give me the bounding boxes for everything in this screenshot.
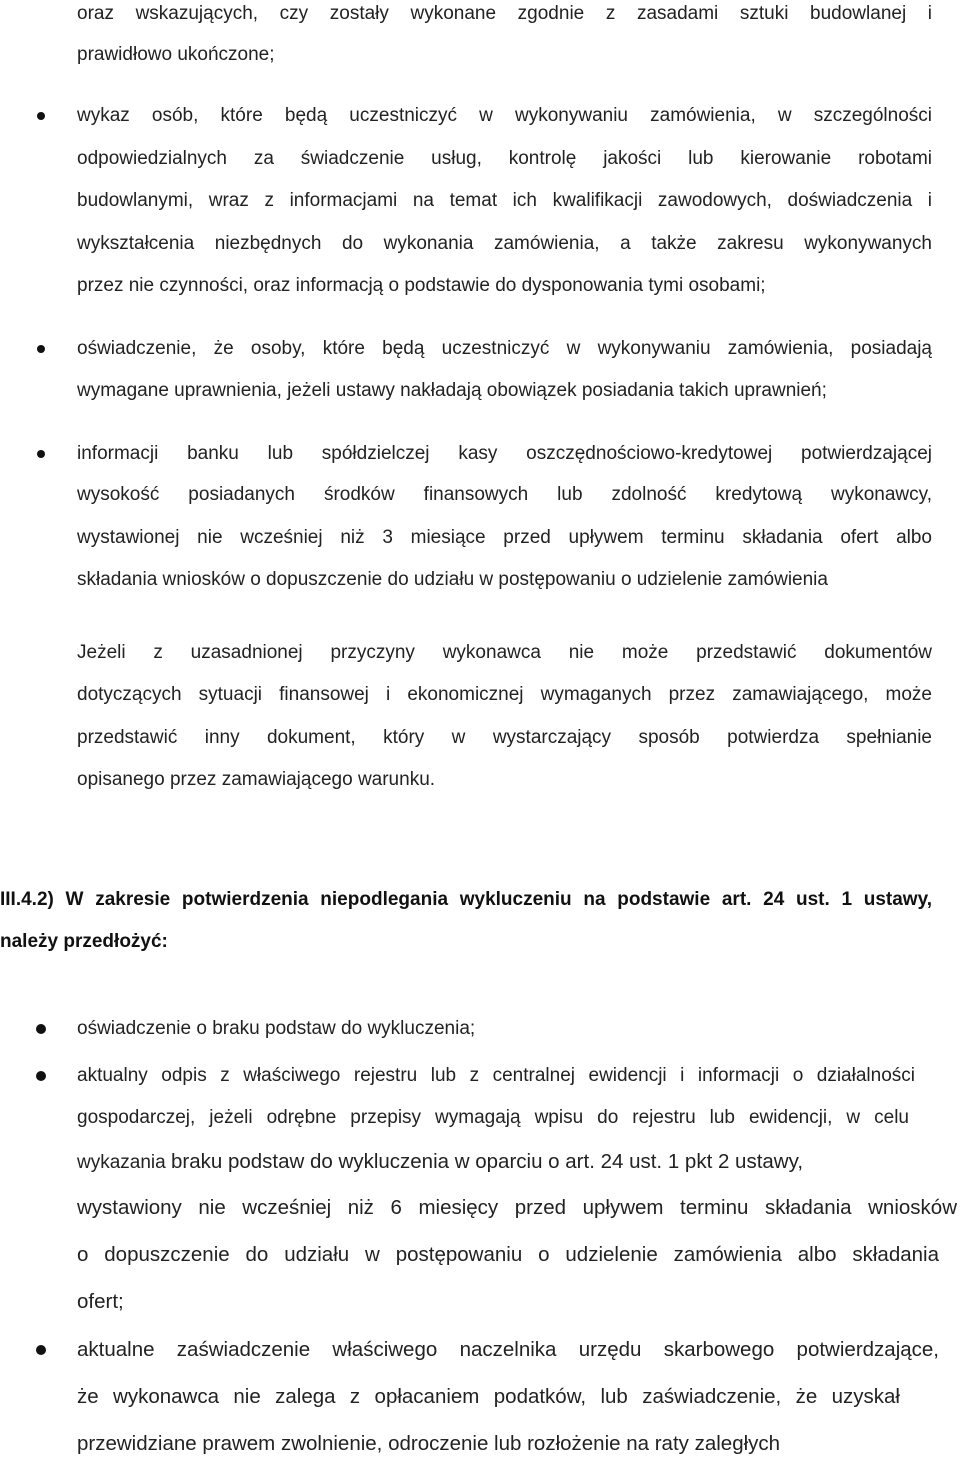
list-item-line: informacji banku lub spółdzielczej kasy oszczędnościowo-kredytowej potwierdzającej (77, 443, 932, 464)
list-item-line: oświadczenie, że osoby, które będą uczestniczyć w wykonywaniu zamówienia, posiadają (77, 338, 932, 359)
text-segment: wykazania (77, 1152, 166, 1173)
list-item-line: odpowiedzialnych za świadczenie usług, kontrolę jakości lub kierowanie robotami (77, 148, 932, 169)
list-item-line: składania wniosków o dopuszczenie do udziału w postępowaniu o udzielenie zamówienia (77, 569, 828, 590)
list-item-line: aktualne zaświadczenie właściwego naczelnika urzędu skarbowego potwierdzające, (77, 1338, 939, 1361)
list-item-line: ofert; (77, 1290, 124, 1313)
paragraph-line: przedstawić inny dokument, który w wystarczający sposób potwierdza spełnianie (77, 727, 932, 748)
paragraph-line: opisanego przez zamawiającego warunku. (77, 769, 436, 790)
list-item-line: oświadczenie o braku podstaw do wykluczenia; (77, 1018, 476, 1039)
list-item-line: przez nie czynności, oraz informacją o podstawie do dysponowania tymi osobami; (77, 275, 766, 296)
list-item-line: aktualny odpis z właściwego rejestru lub z centralnej ewidencji i informacji o działalności (77, 1065, 915, 1086)
list-item-line: że wykonawca nie zalega z opłacaniem podatków, lub zaświadczenie, że uzyskał (77, 1385, 900, 1408)
list-item-line (77, 1150, 803, 1175)
list-item-line: gospodarczej, jeżeli odrębne przepisy wymagają wpisu do rejestru lub ewidencji, w celu (77, 1107, 909, 1128)
bullet-icon (36, 1345, 46, 1355)
section-heading: III.4.2) W zakresie potwierdzenia niepodlegania wykluczeniu na podstawie art. 24 ust. 1 ustawy, (0, 889, 932, 910)
bullet-icon (36, 1071, 46, 1081)
list-item-line: wystawionej nie wcześniej niż 3 miesiące przed upływem terminu składania ofert albo (77, 527, 932, 548)
list-item-line: wymagane uprawnienia, jeżeli ustawy nakładają obowiązek posiadania takich uprawnień; (77, 380, 827, 401)
bullet-icon (37, 112, 45, 120)
paragraph-line: dotyczących sytuacji finansowej i ekonomicznej wymaganych przez zamawiającego, może (77, 684, 932, 705)
bullet-icon (37, 345, 45, 353)
paragraph-line: Jeżeli z uzasadnionej przyczyny wykonawca nie może przedstawić dokumentów (77, 642, 932, 663)
list-item-line: wykształcenia niezbędnych do wykonania zamówienia, a także zakresu wykonywanych (77, 233, 932, 254)
text-line: oraz wskazujących, czy zostały wykonane zgodnie z zasadami sztuki budowlanej i (77, 3, 932, 24)
section-heading: należy przedłożyć: (0, 931, 168, 952)
list-item-line: przewidziane prawem zwolnienie, odroczenie lub rozłożenie na raty zaległych (77, 1432, 781, 1455)
bullet-icon (37, 450, 45, 458)
text-segment: braku podstaw do wykluczenia w oparciu o art. 24 ust. 1 pkt 2 ustawy, (171, 1150, 804, 1173)
list-item-line: wykaz osób, które będą uczestniczyć w wykonywaniu zamówienia, w szczególności (77, 105, 932, 126)
text-line: prawidłowo ukończone; (77, 44, 275, 65)
list-item-line: budowlanymi, wraz z informacjami na temat ich kwalifikacji zawodowych, doświadczenia i (77, 190, 932, 211)
list-item-line: wysokość posiadanych środków finansowych lub zdolność kredytową wykonawcy, (77, 484, 932, 505)
list-item-line: o dopuszczenie do udziału w postępowaniu o udzielenie zamówienia albo składania (77, 1243, 939, 1266)
list-item-line: wystawiony nie wcześniej niż 6 miesięcy przed upływem terminu składania wniosków (77, 1196, 957, 1219)
bullet-icon (36, 1024, 46, 1034)
